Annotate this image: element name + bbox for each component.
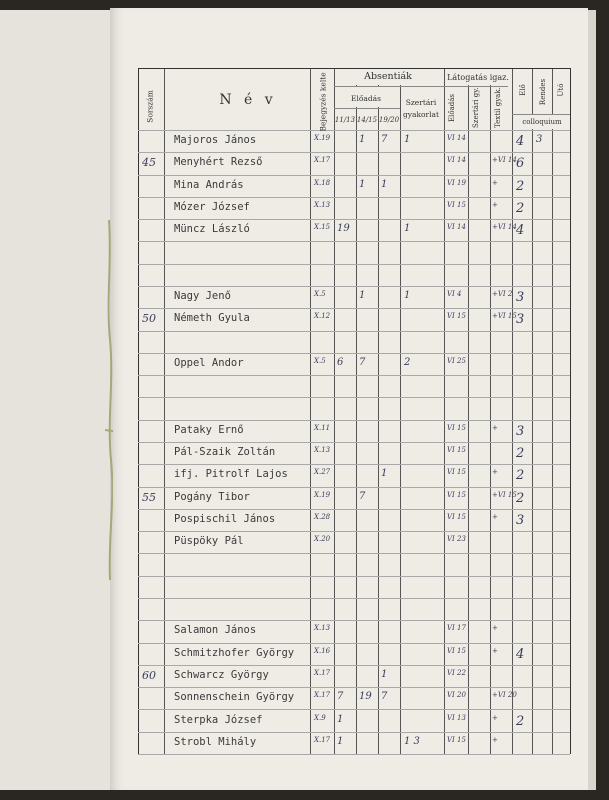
visit-lecture: VI 15 [447, 201, 466, 209]
absence-count: 7 [359, 357, 366, 368]
row-rule [138, 375, 570, 376]
student-name: Strobl Mihály [174, 735, 257, 748]
column-rule [512, 68, 513, 754]
row-rule [138, 264, 570, 265]
entry-date: X.17 [314, 669, 331, 677]
row-rule [138, 353, 570, 354]
student-name: Mina András [174, 178, 244, 191]
row-rule [138, 175, 570, 176]
visit-sub-1: Előadás [448, 94, 456, 122]
entry-date: X.16 [314, 646, 331, 655]
row-rule [138, 732, 570, 733]
entry-date: X.28 [314, 513, 331, 521]
visit-lecture: VI 15 [447, 446, 466, 455]
visit-lecture: VI 15 [447, 490, 466, 499]
row-rule [138, 397, 570, 398]
student-name: Nagy Jenő [174, 290, 231, 303]
visit-textile: + [492, 735, 498, 744]
column-header-seminar-2: gyakorlat [402, 110, 440, 119]
absence-count: 1 [359, 178, 366, 190]
student-name: ifj. Pitrolf Lajos [174, 468, 288, 481]
visit-textile: + [492, 178, 498, 187]
visit-lecture: VI 25 [447, 357, 466, 365]
column-header-date: Bejegyzés kelte [318, 72, 328, 132]
visit-lecture: VI 15 [447, 513, 466, 521]
row-rule [138, 197, 570, 198]
visit-lecture: VI 19 [447, 178, 466, 187]
entry-date: X.5 [314, 357, 326, 365]
entry-date: X.19 [314, 490, 331, 499]
visit-lecture: VI 4 [447, 290, 462, 299]
visit-textile: + [492, 624, 498, 633]
absence-count: 1 [404, 134, 411, 146]
row-rule [138, 598, 570, 599]
column-header-pre: Elő [519, 84, 527, 96]
absence-count: 1 [381, 468, 388, 480]
column-header-serial: Sorszám [145, 90, 155, 123]
visit-lecture: VI 14 [447, 223, 466, 232]
colloquium-grade: 4 [516, 646, 525, 662]
column-header-visits: Látogatás igaz. [447, 73, 509, 82]
lecture-sub-3: 19/20 [378, 116, 400, 124]
row-rule [138, 509, 570, 510]
column-rule [356, 68, 357, 754]
visit-lecture: VI 14 [447, 134, 466, 143]
student-name: Sterpka József [174, 713, 263, 726]
visit-lecture: VI 15 [447, 312, 466, 321]
row-rule [138, 754, 570, 755]
column-rule [570, 68, 571, 754]
entry-date: X.17 [314, 735, 331, 744]
visit-lecture: VI 22 [447, 669, 466, 677]
entry-date: X.11 [314, 423, 331, 432]
entry-date: X.15 [314, 223, 331, 232]
absence-count: 7 [381, 691, 388, 703]
student-name: Pogány Tibor [174, 490, 250, 503]
absence-count: 7 [337, 691, 344, 703]
visit-textile: + [492, 468, 498, 477]
colloquium-grade: 2 [516, 468, 525, 484]
visit-lecture: VI 15 [447, 423, 466, 432]
absence-count: 1 3 [404, 735, 420, 747]
row-rule [138, 553, 570, 554]
colloquium-extra: 3 [536, 134, 543, 146]
entry-date: X.27 [314, 468, 331, 477]
student-name: Müncz László [174, 223, 250, 236]
column-rule [400, 68, 401, 754]
column-header-colloquium: colloquium [522, 118, 562, 126]
column-rule [310, 68, 311, 754]
colloquium-grade: 3 [516, 290, 525, 306]
visit-textile: + [492, 423, 498, 432]
column-header-absences: Absentiák [364, 71, 412, 82]
student-name: Mózer József [174, 201, 250, 213]
page-edge [588, 10, 596, 790]
student-name: Németh Gyula [174, 312, 250, 325]
visit-lecture: VI 15 [447, 646, 466, 655]
visit-textile: + [492, 646, 498, 655]
entry-date: X.17 [314, 156, 331, 165]
column-header-regular: Rendes [539, 78, 547, 106]
visit-lecture: VI 15 [447, 735, 466, 744]
entry-date: X.13 [314, 201, 331, 209]
binding-string [105, 220, 113, 580]
column-rule [378, 68, 379, 754]
absence-count: 1 [359, 134, 366, 146]
column-rule [334, 68, 335, 754]
colloquium-grade: 2 [516, 178, 525, 194]
row-rule [138, 442, 570, 443]
colloquium-grade: 3 [516, 513, 525, 528]
visit-sub-3: Textil gyak. [494, 87, 502, 128]
column-rule [138, 68, 139, 754]
colloquium-grade: 3 [516, 423, 525, 439]
visit-lecture: VI 20 [447, 691, 466, 700]
visit-textile: +VI 14 [492, 156, 517, 165]
visit-lecture: VI 13 [447, 713, 466, 722]
absence-count: 1 [381, 669, 388, 680]
colloquium-grade: 2 [516, 446, 525, 462]
entry-date: X.18 [314, 178, 331, 187]
column-rule [532, 68, 533, 754]
row-rule [138, 643, 570, 644]
serial-number: 60 [142, 669, 156, 682]
row-rule [138, 464, 570, 465]
colloquium-grade: 2 [516, 490, 525, 506]
entry-date: X.12 [314, 312, 331, 321]
student-name: Pospischil János [174, 513, 276, 525]
entry-date: X.9 [314, 713, 326, 722]
visit-textile: + [492, 513, 498, 521]
row-rule [138, 665, 570, 666]
row-rule [138, 531, 570, 532]
colloquium-grade: 2 [516, 713, 525, 729]
row-rule [138, 576, 570, 577]
column-rule [164, 68, 165, 754]
student-name: Salamon János [174, 624, 257, 637]
column-rule [552, 68, 553, 754]
colloquium-grade: 4 [516, 134, 525, 150]
entry-date: X.19 [314, 134, 331, 143]
row-rule [138, 420, 570, 421]
visit-sub-2: Szertári gy. [472, 87, 480, 128]
lecture-sub-2: 14/15 [356, 116, 378, 124]
column-rule [490, 68, 491, 754]
column-header-lectures: Előadás [351, 94, 381, 103]
visit-textile: +VI 14 [492, 223, 517, 232]
absence-count: 1 [404, 223, 411, 235]
row-rule [138, 308, 570, 309]
column-header-name: N é v [219, 92, 277, 108]
entry-date: X.13 [314, 446, 331, 455]
serial-number: 45 [142, 156, 156, 170]
attendance-ledger [138, 68, 570, 754]
row-rule [138, 687, 570, 688]
visit-textile: + [492, 201, 498, 209]
entry-date: X.20 [314, 535, 331, 544]
entry-date: X.5 [314, 290, 326, 299]
colloquium-grade: 3 [516, 312, 525, 328]
absence-count: 7 [381, 134, 388, 146]
lecture-sub-1: 11/13 [334, 116, 356, 124]
entry-date: X.17 [314, 691, 331, 700]
row-rule [138, 152, 570, 153]
serial-number: 55 [142, 490, 156, 504]
absence-count: 6 [337, 357, 344, 368]
row-rule [138, 219, 570, 220]
colloquium-grade: 6 [516, 156, 525, 172]
student-name: Pataky Ernő [174, 423, 244, 436]
absence-count: 7 [359, 490, 366, 502]
lectures-rule [334, 108, 400, 109]
student-name: Menyhért Rezső [174, 156, 263, 169]
row-rule [138, 130, 570, 131]
row-rule [138, 241, 570, 242]
student-name: Schmitzhofer György [174, 646, 295, 659]
entry-date: X.13 [314, 624, 331, 633]
row-rule [138, 620, 570, 621]
visit-textile: +VI 15 [492, 312, 517, 321]
student-name: Püspöky Pál [174, 535, 244, 548]
student-name: Schwarcz György [174, 669, 269, 681]
visit-lecture: VI 23 [447, 535, 466, 544]
visit-textile: +VI 2 [492, 290, 513, 299]
visit-textile: +VI 15 [492, 490, 517, 499]
visit-textile: +VI 20 [492, 691, 517, 700]
absence-count: 1 [337, 735, 344, 747]
row-rule [138, 487, 570, 488]
row-rule [138, 331, 570, 332]
colloquium-grade: 4 [516, 223, 525, 239]
visit-lecture: VI 14 [447, 156, 466, 165]
serial-number: 50 [142, 312, 156, 326]
absence-count: 1 [337, 713, 344, 725]
column-header-seminar: Szertári [405, 98, 437, 107]
absence-count: 19 [359, 691, 372, 703]
student-name: Majoros János [174, 134, 257, 147]
left-facing-page [0, 10, 111, 790]
visit-lecture: VI 17 [447, 624, 466, 633]
row-rule [138, 709, 570, 710]
row-rule [138, 286, 570, 287]
column-rule [444, 68, 445, 754]
student-name: Sonnenschein György [174, 691, 295, 704]
colloquium-grade: 2 [516, 201, 525, 216]
absence-count: 1 [359, 290, 366, 302]
column-rule [468, 68, 469, 754]
absence-count: 19 [337, 223, 350, 235]
absence-count: 2 [404, 357, 411, 368]
student-name: Oppel Andor [174, 357, 244, 369]
absence-count: 1 [404, 290, 411, 302]
student-name: Pál-Szaik Zoltán [174, 446, 276, 459]
column-header-post: Utó [557, 83, 565, 97]
visit-textile: + [492, 713, 498, 722]
absence-count: 1 [381, 178, 388, 190]
visit-lecture: VI 15 [447, 468, 466, 477]
